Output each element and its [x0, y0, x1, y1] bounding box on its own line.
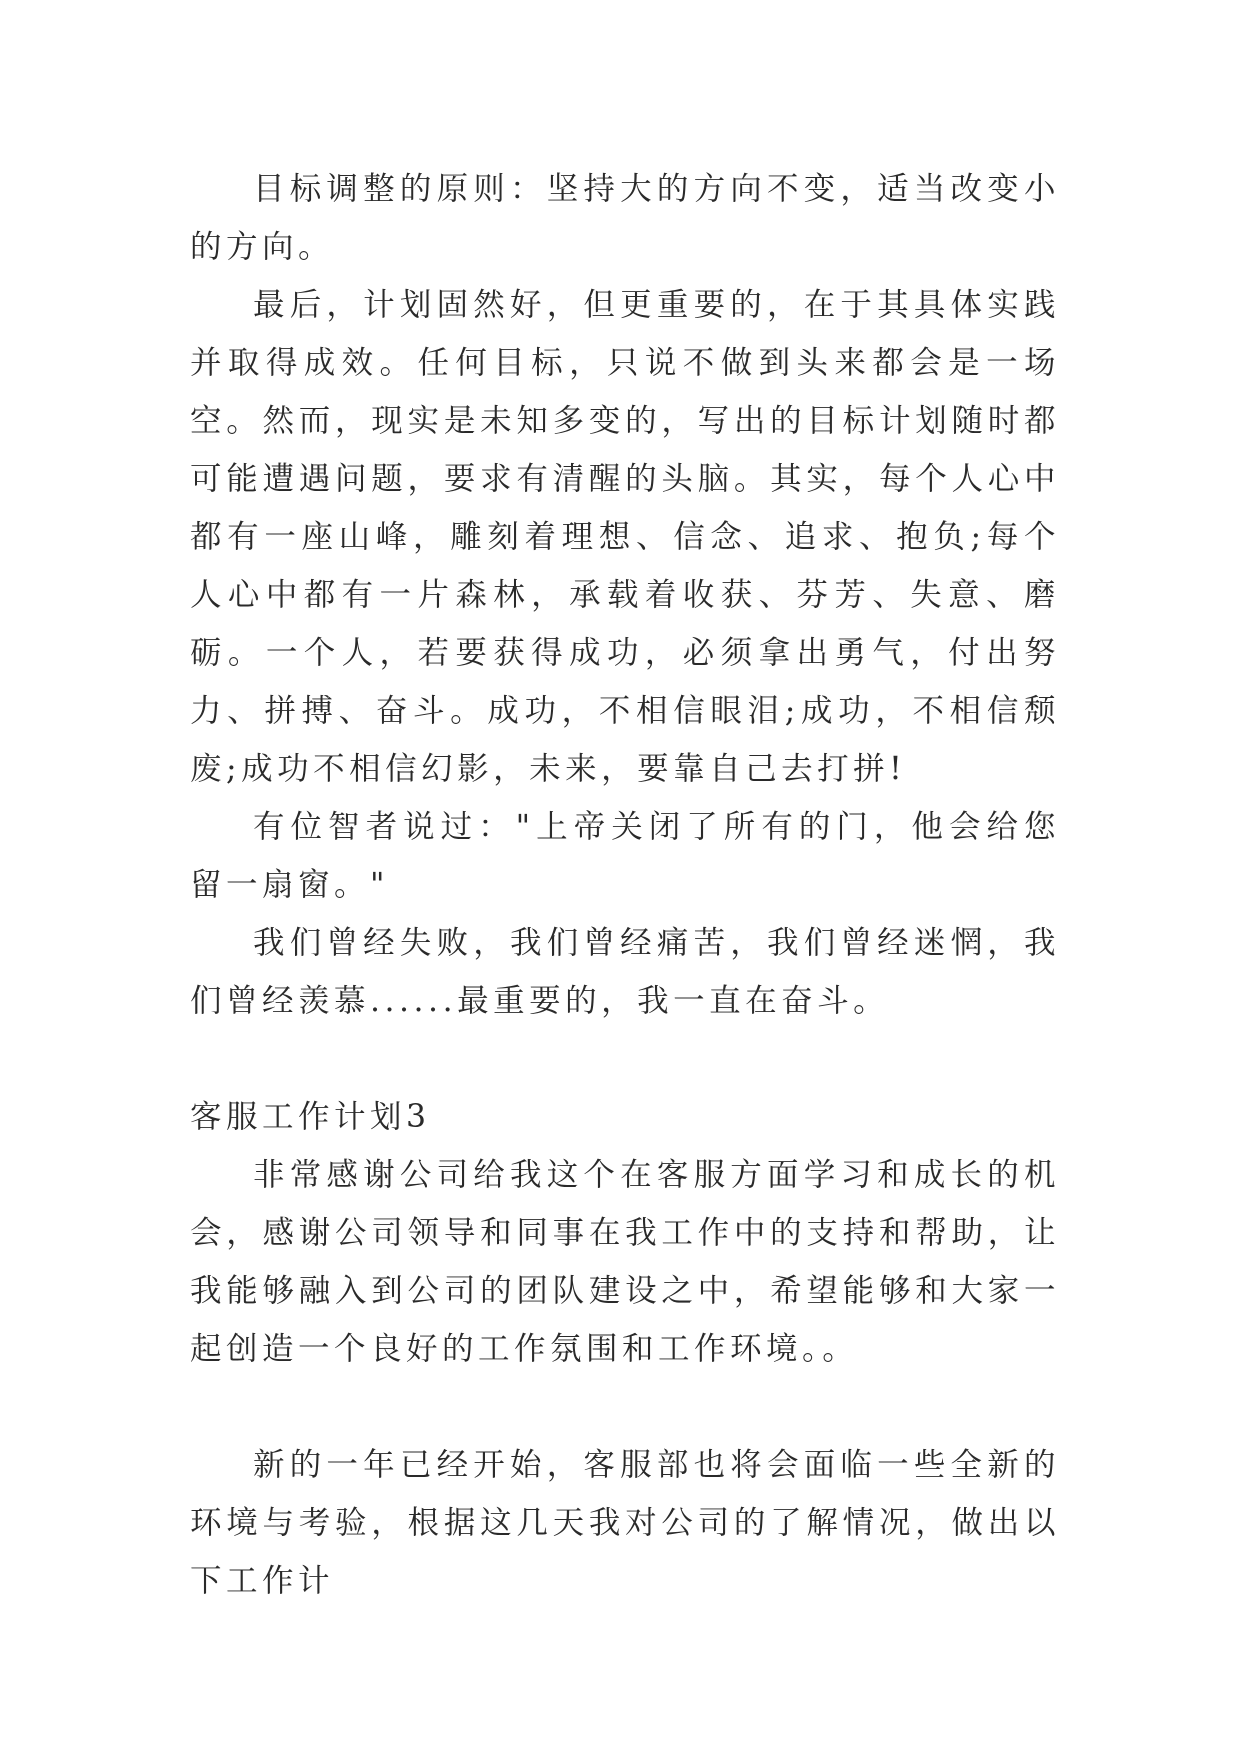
paragraph-gratitude: 非常感谢公司给我这个在客服方面学习和成长的机会，感谢公司领导和同事在我工作中的支持和帮助，让我能够融入到公司的团队建设之中，希望能够和大家一起创造一个良好的工作氛围和工作环境。。 — [190, 1157, 1060, 1367]
paragraph-wise-quote: 有位智者说过："上帝关闭了所有的门，他会给您留一扇窗。" — [190, 809, 1060, 903]
paragraph-plan-practice: 最后，计划固然好，但更重要的，在于其具体实践并取得成效。任何目标，只说不做到头来都会是一场空。然而，现实是未知多变的，写出的目标计划随时都可能遭遇问题，要求有清醒的头脑。其实，每个人心中都有一座山峰，雕刻着理想、信念、追求、抱负;每个人心中都有一片森林，承载着收获、芬芳、失意、磨砺。一个人，若要获得成功，必须拿出勇气，付出努力、拼搏、奋斗。成功，不相信眼泪;成功，不相信颓废;成功不相信幻影，未来，要靠自己去打拼! — [190, 287, 1060, 787]
paragraph-spacer — [190, 1378, 1060, 1436]
paragraph-new-year: 新的一年已经开始，客服部也将会面临一些全新的环境与考验，根据这几天我对公司的了解情况，做出以下工作计 — [190, 1447, 1060, 1599]
section-heading: 客服工作计划3 — [190, 1099, 431, 1135]
paragraph-struggle: 我们曾经失败，我们曾经痛苦，我们曾经迷惘，我们曾经羡慕......最重要的，我一直在奋斗。 — [190, 925, 1060, 1019]
paragraph-goal-adjustment: 目标调整的原则：坚持大的方向不变，适当改变小的方向。 — [190, 171, 1060, 265]
document-body — [190, 160, 1060, 1610]
